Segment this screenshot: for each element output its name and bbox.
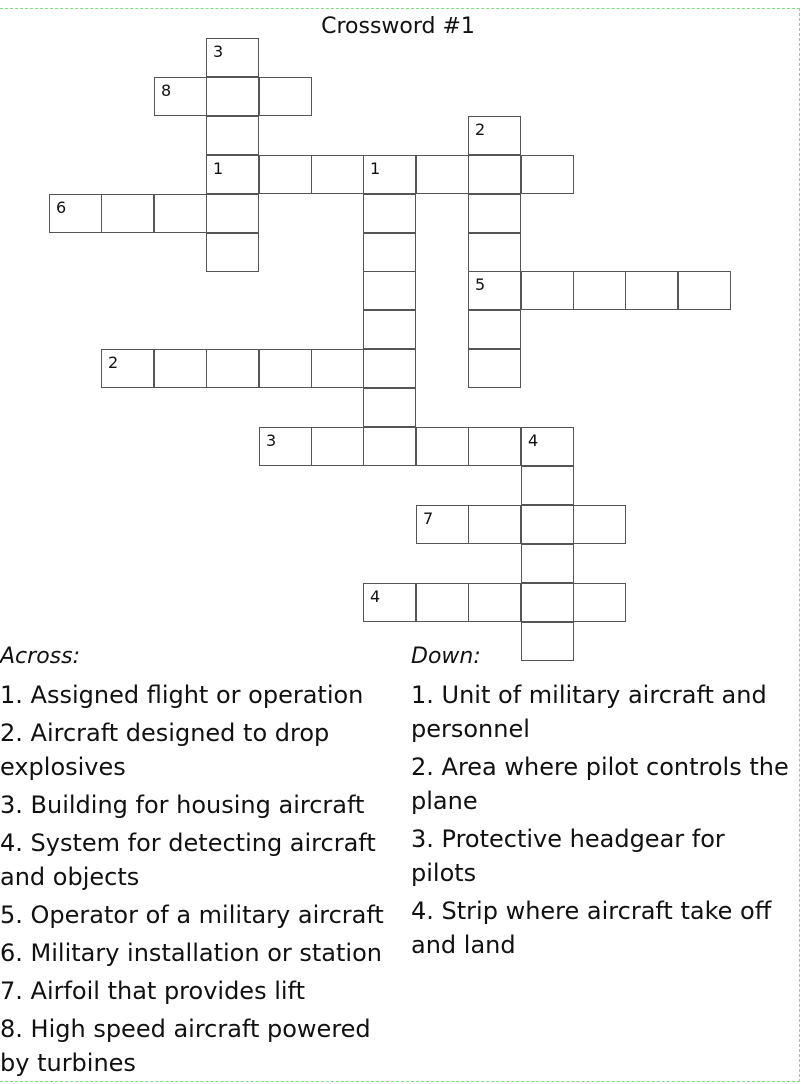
grid-cell[interactable] [521, 622, 574, 661]
grid-cell[interactable] [468, 155, 521, 194]
across-clue-list [0, 678, 392, 1084]
clue-number: 3 [266, 431, 277, 450]
grid-cell[interactable] [573, 505, 626, 544]
grid-cell-1[interactable] [206, 155, 259, 194]
grid-cell[interactable] [363, 388, 416, 427]
grid-cell-1[interactable] [363, 155, 416, 194]
grid-cell[interactable] [521, 271, 574, 310]
grid-cell-2[interactable] [101, 349, 154, 388]
grid-cell[interactable] [468, 349, 521, 388]
clue-number: 5 [475, 275, 486, 294]
grid-cell[interactable] [678, 271, 731, 310]
across-heading: Across: [0, 644, 80, 669]
grid-cell[interactable] [416, 583, 469, 622]
grid-cell-6[interactable] [49, 194, 102, 233]
across-clue: 1. Assigned flight or operation [0, 681, 364, 709]
clue-number: 8 [161, 81, 172, 100]
across-clue: 3. Building for housing aircraft [0, 791, 365, 819]
grid-cell-3[interactable] [259, 427, 312, 466]
down-clue: 1. Unit of military aircraft and personnel [411, 681, 767, 743]
grid-cell[interactable] [625, 271, 678, 310]
grid-cell[interactable] [363, 271, 416, 310]
grid-cell[interactable] [259, 155, 312, 194]
grid-cell[interactable] [363, 427, 416, 466]
grid-cell[interactable] [154, 349, 207, 388]
grid-cell[interactable] [206, 116, 259, 155]
grid-cell[interactable] [468, 233, 521, 272]
across-clue: 5. Operator of a military aircraft [0, 901, 384, 929]
grid-cell[interactable] [311, 349, 364, 388]
grid-cell[interactable] [259, 349, 312, 388]
grid-cell[interactable] [521, 505, 574, 544]
grid-cell[interactable] [468, 194, 521, 233]
grid-cell[interactable] [416, 155, 469, 194]
grid-cell-3[interactable] [206, 38, 259, 77]
clue-number: 4 [528, 431, 539, 450]
grid-cell[interactable] [521, 544, 574, 583]
grid-cell[interactable] [521, 466, 574, 505]
clue-number: 3 [213, 42, 224, 61]
grid-cell-2[interactable] [468, 116, 521, 155]
grid-cell[interactable] [206, 349, 259, 388]
down-heading: Down: [411, 644, 481, 669]
grid-cell[interactable] [363, 310, 416, 349]
clue-number: 6 [56, 198, 67, 217]
grid-cell-8[interactable] [154, 77, 207, 116]
across-clue: 6. Military installation or station [0, 939, 382, 967]
down-clue: 4. Strip where aircraft take off and land [411, 897, 772, 959]
grid-cell[interactable] [468, 583, 521, 622]
across-clue: 4. System for detecting aircraft and objects [0, 829, 376, 891]
across-clue: 2. Aircraft designed to drop explosives [0, 719, 330, 781]
grid-cell[interactable] [206, 77, 259, 116]
across-clue: 7. Airfoil that provides lift [0, 977, 305, 1005]
across-clue: 8. High speed aircraft powered by turbines [0, 1015, 371, 1077]
grid-cell[interactable] [259, 77, 312, 116]
grid-cell[interactable] [363, 349, 416, 388]
grid-cell-7[interactable] [416, 505, 469, 544]
grid-cell[interactable] [101, 194, 154, 233]
grid-cell[interactable] [521, 583, 574, 622]
grid-cell[interactable] [311, 427, 364, 466]
page-title: Crossword #1 [321, 14, 475, 39]
grid-cell[interactable] [363, 233, 416, 272]
grid-cell[interactable] [468, 505, 521, 544]
grid-cell[interactable] [521, 155, 574, 194]
grid-cell-4[interactable] [363, 583, 416, 622]
down-clue: 3. Protective headgear for pilots [411, 825, 725, 887]
down-clue-list [411, 678, 797, 966]
grid-cell[interactable] [468, 427, 521, 466]
clue-number: 4 [370, 587, 381, 606]
grid-cell[interactable] [416, 427, 469, 466]
grid-cell[interactable] [311, 155, 364, 194]
clue-number: 1 [213, 159, 224, 178]
grid-cell[interactable] [573, 271, 626, 310]
grid-cell[interactable] [154, 194, 207, 233]
down-clue: 2. Area where pilot controls the plane [411, 753, 789, 815]
grid-cell[interactable] [206, 194, 259, 233]
clue-number: 1 [370, 159, 381, 178]
grid-cell-5[interactable] [468, 271, 521, 310]
clue-number: 7 [423, 509, 434, 528]
grid-cell[interactable] [468, 310, 521, 349]
grid-cell[interactable] [573, 583, 626, 622]
grid-cell[interactable] [206, 233, 259, 272]
clue-number: 2 [108, 353, 119, 372]
grid-cell[interactable] [363, 194, 416, 233]
clue-number: 2 [475, 120, 486, 139]
grid-cell-4[interactable] [521, 427, 574, 466]
